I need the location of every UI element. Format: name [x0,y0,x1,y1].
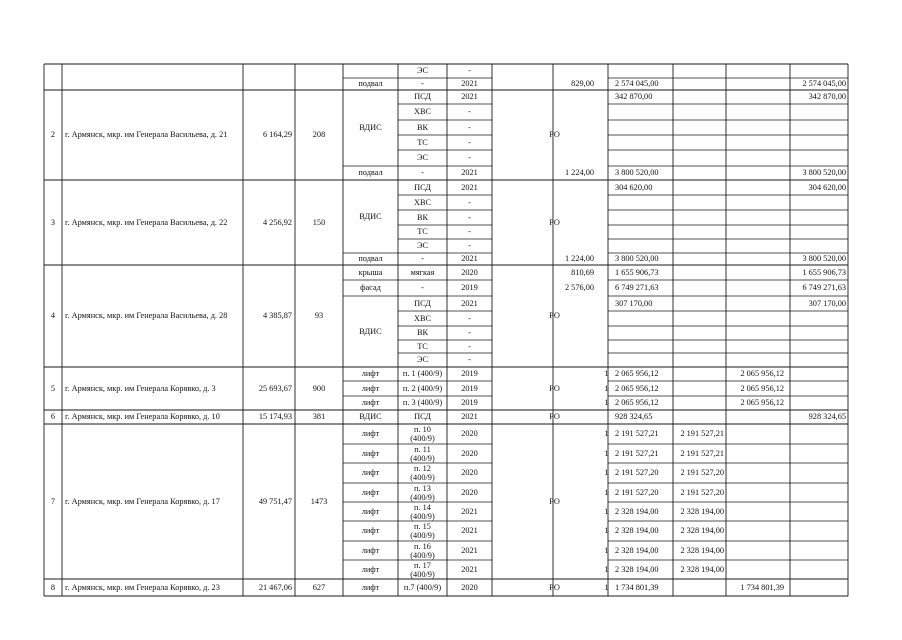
house-area: 4 385,87 [262,311,292,320]
work-volume: 1 [604,429,609,438]
work-year: - [468,227,471,236]
work-volume: 810,69 [571,267,594,277]
work-total-cost: 2 191 527,20 [615,487,659,497]
work-year: - [468,341,471,351]
work-type: лифт [361,506,380,516]
house-address: г. Армянск, мкр. им Генерала Васильева, д. 21 [65,130,228,139]
work-element: ПСД [414,182,431,192]
work-volume: 1 [604,582,609,592]
work-total-cost: 3 800 520,00 [615,254,659,263]
work-type: крыша [358,267,383,277]
work-type: лифт [361,564,380,574]
cost-column-c: 1 655 906,73 [802,267,846,277]
work-element: п. 14 (400/9) [410,503,435,521]
cost-column-a: 2 328 194,00 [680,545,724,555]
work-element: п. 12 (400/9) [410,464,435,482]
house-area: 6 164,29 [262,130,292,139]
work-total-cost: 2 574 045,00 [615,79,659,88]
work-year: - [468,212,471,222]
work-element: ПСД [414,412,431,421]
work-volume: 1 [604,448,609,458]
work-element: ВК [416,212,429,222]
cost-column-b: 1 734 801,39 [740,582,784,592]
work-total-cost: 6 749 271,63 [615,283,659,292]
program-code: РО [549,217,560,227]
row-number: 5 [50,383,56,393]
work-type: лифт [361,545,380,555]
residents-count: 150 [312,217,326,227]
work-year: - [468,197,471,207]
cost-column-a: 2 328 194,00 [680,506,724,516]
work-year: - [468,328,471,337]
work-element: ХВС [413,313,432,323]
program-code: РО [549,383,560,393]
work-group-label: ВДИС [359,123,382,132]
work-year: 2019 [461,283,478,292]
work-year: - [468,313,471,323]
work-volume: 1 [604,506,609,516]
program-code: РО [549,582,560,592]
work-year: 2021 [461,545,478,555]
house-address: г. Армянск, мкр. им Генерала Васильева, д. 22 [65,217,228,227]
program-code: РО [549,130,560,139]
work-volume: 1 224,00 [564,254,594,263]
work-year: 2021 [461,564,478,574]
residents-count: 1473 [310,496,328,506]
work-year: 2020 [461,267,478,277]
work-element: мягкая [410,267,435,277]
row-number: 8 [50,582,56,592]
cost-column-a: 2 191 527,21 [680,448,724,458]
work-year: - [468,137,471,147]
work-element: ПСД [414,298,431,308]
work-total-cost: 2 065 956,12 [615,383,659,393]
work-year: 2019 [461,369,478,378]
work-total-cost: 928 324,65 [615,412,653,421]
work-type: лифт [361,526,380,535]
work-element: ТС [417,137,428,147]
work-element: - [421,283,424,292]
work-total-cost: 2 065 956,12 [615,369,659,378]
house-address: г. Армянск, мкр. им Генерала Корявко, д. 17 [65,496,220,506]
work-type: подвал [358,254,383,263]
work-element: ЭС [416,355,429,364]
work-type: лифт [361,582,380,592]
work-total-cost: 304 620,00 [615,182,653,192]
work-year: - [468,66,471,75]
work-year: 2021 [461,526,478,535]
work-volume: 2 576,00 [564,283,594,292]
work-total-cost: 2 065 956,12 [615,398,659,407]
work-year: 2021 [461,298,478,308]
work-element: п. 3 (400/9) [402,398,443,407]
work-year: 2020 [461,582,478,592]
work-type: подвал [358,79,383,88]
work-year: - [468,153,471,162]
work-year: - [468,355,471,364]
residents-count: 208 [312,130,326,139]
work-element: п. 10 (400/9) [410,425,435,443]
house-area: 25 693,67 [258,383,292,393]
cost-column-c: 6 749 271,63 [802,283,846,292]
program-code: РО [549,412,560,421]
work-year: - [468,107,471,116]
house-address: г. Армянск, мкр. им Генерала Корявко, д. 23 [65,582,220,592]
work-type: лифт [361,369,380,378]
work-element: п. 2 (400/9) [402,383,443,393]
cost-column-a: 2 191 527,21 [680,429,724,438]
work-type: лифт [361,398,380,407]
work-year: 2021 [461,254,478,263]
work-year: 2020 [461,448,478,458]
work-group-label: ВДИС [359,211,382,221]
work-type: лифт [361,383,380,393]
work-element: ПСД [414,92,431,101]
work-total-cost: 2 191 527,21 [615,429,659,438]
work-year: 2021 [461,168,478,177]
cost-column-b: 2 065 956,12 [740,369,784,378]
work-year: 2019 [461,398,478,407]
residents-count: 627 [312,582,326,592]
work-element: ТС [417,341,428,351]
work-total-cost: 307 170,00 [615,298,653,308]
row-number: 3 [50,217,56,227]
work-type: лифт [361,468,380,477]
work-element: п.7 (400/9) [403,582,442,592]
work-total-cost: 2 191 527,20 [615,468,659,477]
house-area: 49 751,47 [258,496,292,506]
work-total-cost: 3 800 520,00 [615,168,659,177]
work-year: 2021 [461,182,478,192]
work-year: 2020 [461,487,478,497]
work-element: ЭС [416,66,429,75]
work-total-cost: 342 870,00 [615,92,653,101]
work-element: ТС [417,227,428,236]
cost-column-a: 2 191 527,20 [680,468,724,477]
work-volume: 1 [604,545,609,555]
work-volume: 1 [604,468,609,477]
work-element: ХВС [413,107,432,116]
row-number: 6 [50,412,56,421]
work-element: - [421,254,424,263]
work-group-label: ВДИС [359,326,382,336]
house-area: 21 467,06 [258,582,292,592]
residents-count: 93 [314,311,324,320]
work-element: п. 17 (400/9) [410,561,435,579]
work-element: ЭС [416,241,429,250]
program-code: РО [549,311,560,320]
work-type: подвал [358,168,383,177]
work-total-cost: 2 328 194,00 [615,506,659,516]
work-total-cost: 1 734 801,39 [615,582,659,592]
work-year: 2020 [461,429,478,438]
work-year: 2021 [461,92,478,101]
cost-column-a: 2 328 194,00 [680,564,724,574]
row-number: 7 [50,496,56,506]
work-element: п. 11 (400/9) [410,445,435,463]
residents-count: 900 [312,383,326,393]
cost-column-c: 3 800 520,00 [802,168,846,177]
work-element: ВК [416,328,429,337]
work-total-cost: 2 328 194,00 [615,564,659,574]
work-year: 2021 [461,79,478,88]
work-total-cost: 1 655 906,73 [615,267,659,277]
work-type: лифт [361,448,380,458]
work-total-cost: 2 191 527,21 [615,448,659,458]
cost-column-c: 307 170,00 [808,298,846,308]
work-element: п. 15 (400/9) [410,522,435,540]
house-area: 4 256,92 [262,217,292,227]
work-total-cost: 2 328 194,00 [615,545,659,555]
work-volume: 1 [604,398,609,407]
work-element: п. 13 (400/9) [410,484,435,502]
cost-column-b: 2 065 956,12 [740,398,784,407]
work-volume: 1 [604,487,609,497]
cost-column-c: 3 800 520,00 [802,254,846,263]
row-number: 4 [50,311,56,320]
program-code: РО [549,496,560,506]
house-address: г. Армянск, мкр. им Генерала Корявко, д. 3 [65,383,216,393]
work-type: ВДИС [359,412,382,421]
work-volume: 1 [604,526,609,535]
work-year: - [468,122,471,132]
work-total-cost: 2 328 194,00 [615,526,659,535]
cost-column-c: 342 870,00 [808,92,846,101]
work-year: 2020 [461,468,478,477]
work-volume: 1 [604,383,609,393]
cost-column-c: 928 324,65 [808,412,846,421]
work-element: - [421,79,424,88]
work-year: 2021 [461,506,478,516]
work-element: ЭС [416,153,429,162]
work-element: ХВС [413,197,432,207]
work-year: 2019 [461,383,478,393]
cost-column-c: 304 620,00 [808,182,846,192]
work-volume: 829,00 [571,79,594,88]
cost-column-a: 2 328 194,00 [680,526,724,535]
work-volume: 1 [604,564,609,574]
work-type: лифт [361,429,380,438]
work-volume: 1 [604,369,609,378]
work-element: п. 16 (400/9) [410,542,435,560]
residents-count: 381 [312,412,326,421]
house-address: г. Армянск, мкр. им Генерала Васильева, д. 28 [65,311,228,320]
cost-column-b: 2 065 956,12 [740,383,784,393]
work-type: фасад [360,283,381,292]
work-type: лифт [361,487,380,497]
house-area: 15 174,93 [258,412,292,421]
work-year: - [468,241,471,250]
house-address: г. Армянск, мкр. им Генерала Корявко, д. 10 [65,412,220,421]
work-element: - [421,168,424,177]
work-element: п. 1 (400/9) [402,369,443,378]
cost-column-a: 2 191 527,20 [680,487,724,497]
cost-column-c: 2 574 045,00 [802,79,846,88]
work-volume: 1 224,00 [564,168,594,177]
work-year: 2021 [461,412,478,421]
row-number: 2 [50,130,56,139]
work-element: ВК [416,122,429,132]
